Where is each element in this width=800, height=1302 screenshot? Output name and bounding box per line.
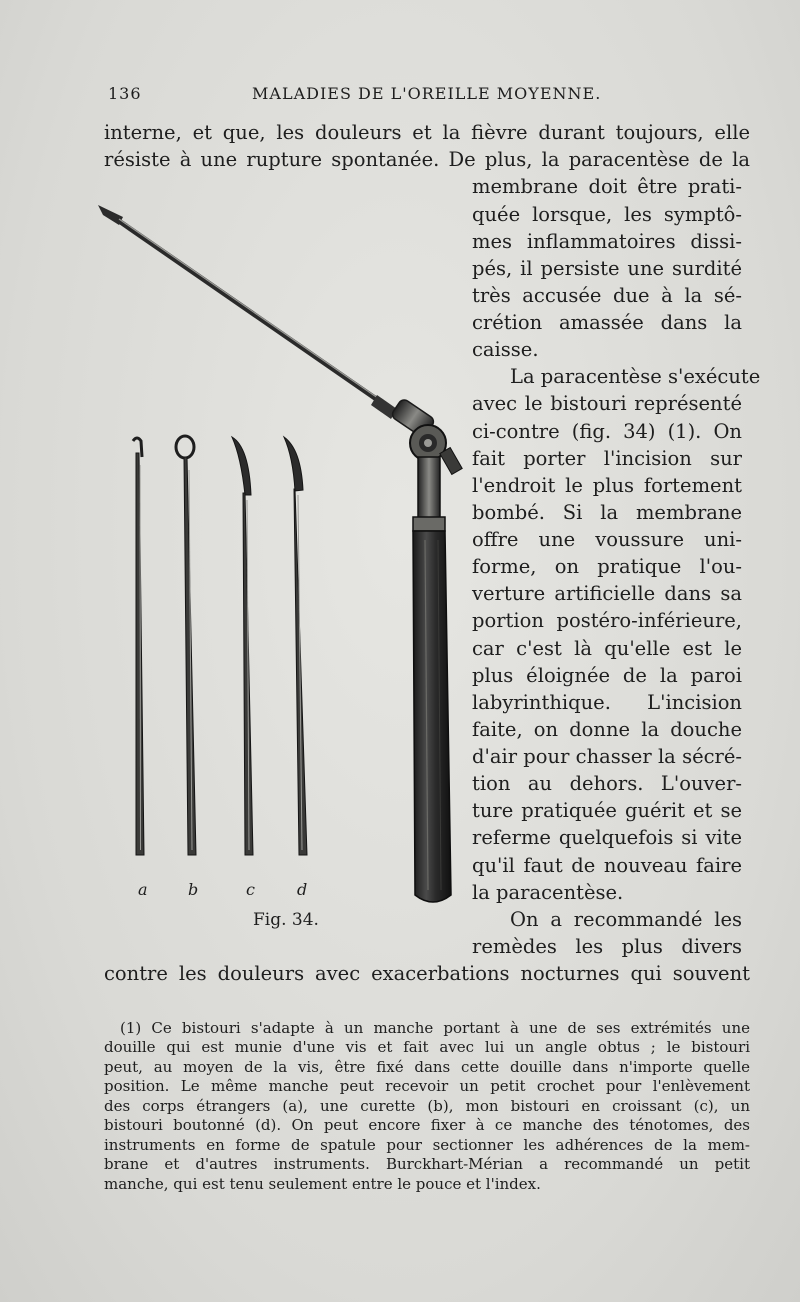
instrument-figure [95, 195, 475, 935]
body-line: mes inflammatoires dissi- [472, 230, 742, 253]
body-line: fait porter l'incision sur [472, 447, 742, 470]
running-title: MALADIES DE L'OREILLE MOYENNE. [252, 84, 602, 103]
figure-caption: Fig. 34. [253, 910, 319, 930]
body-line: ture pratiquée guérit et se [472, 799, 742, 822]
body-line: La paracentèse s'exécute [510, 365, 761, 388]
body-line: faite, on donne la douche [472, 718, 742, 741]
body-line: membrane doit être prati- [472, 175, 742, 198]
footnote-line: des corps étrangers (a), une curette (b), mon bistouri en croissant (c), un [104, 1097, 750, 1115]
figure-label-a: a [138, 880, 148, 899]
body-line: d'air pour chasser la sécré- [472, 745, 742, 768]
body-line: pés, il persiste une surdité [472, 257, 742, 280]
footnote-line: bistouri boutonné (d). On peut encore fixer à ce manche des ténotomes, des [104, 1116, 750, 1134]
body-line: caisse. [472, 338, 539, 361]
screw-socket [390, 398, 462, 531]
body-line: On a recommandé les [510, 908, 742, 931]
instrument-b-curette [176, 436, 196, 855]
body-line: remèdes les plus divers [472, 935, 742, 958]
body-line: crétion amassée dans la [472, 311, 742, 334]
body-line: très accusée due à la sé- [472, 284, 742, 307]
page-number: 136 [108, 84, 142, 103]
footnote-line: peut, au moyen de la vis, être fixé dans cette douille dans n'importe quelle [104, 1058, 750, 1076]
body-line: forme, on pratique l'ou- [472, 555, 742, 578]
body-line: plus éloignée de la paroi [472, 664, 742, 687]
footnote-line: position. Le même manche peut recevoir un petit crochet pour l'enlèvement [104, 1077, 750, 1095]
bistouri-blade [98, 205, 397, 419]
instrument-a-hook [133, 438, 144, 855]
figure-label-c: c [246, 880, 255, 899]
body-line: bombé. Si la membrane [472, 501, 742, 524]
body-line: contre les douleurs avec exacerbations nocturnes qui souvent [104, 962, 750, 985]
body-line: interne, et que, les douleurs et la fièvre durant toujours, elle [104, 121, 750, 144]
body-line: quée lorsque, les symptô- [472, 203, 742, 226]
footnote-line: (1) Ce bistouri s'adapte à un manche portant à une de ses extrémités une [120, 1019, 750, 1037]
body-line: qu'il faut de nouveau faire [472, 854, 742, 877]
footnote-line: douille qui est munie d'une vis et fait avec lui un angle obtus ; le bistouri [104, 1038, 750, 1056]
body-line: portion postéro-inférieure, [472, 609, 742, 632]
figure-label-d: d [297, 880, 308, 899]
body-line: résiste à une rupture spontanée. De plus, la paracentèse de la [104, 148, 750, 171]
body-line: la paracentèse. [472, 881, 624, 904]
body-line: referme quelquefois si vite [472, 826, 742, 849]
footnote-line: manche, qui est tenu seulement entre le pouce et l'index. [104, 1175, 541, 1193]
figure-label-b: b [188, 880, 199, 899]
body-line: l'endroit le plus fortement [472, 474, 742, 497]
body-line: offre une voussure uni- [472, 528, 742, 551]
handle [413, 531, 451, 902]
body-line: avec le bistouri représenté [472, 392, 742, 415]
body-line: car c'est là qu'elle est le [472, 637, 742, 660]
running-head [108, 84, 748, 110]
body-line: labyrinthique. L'incision [472, 691, 742, 714]
footnote-line: brane et d'autres instruments. Burckhart-Mérian a recommandé un petit [104, 1155, 750, 1173]
body-line: ci-contre (fig. 34) (1). On [472, 420, 742, 443]
instrument-d-button-bistouri [284, 437, 307, 855]
instrument-c-crescent-bistouri [232, 437, 253, 855]
body-line: tion au dehors. L'ouver- [472, 772, 742, 795]
footnote-line: instruments en forme de spatule pour sectionner les adhérences de la mem- [104, 1136, 750, 1154]
body-line: verture artificielle dans sa [472, 582, 742, 605]
